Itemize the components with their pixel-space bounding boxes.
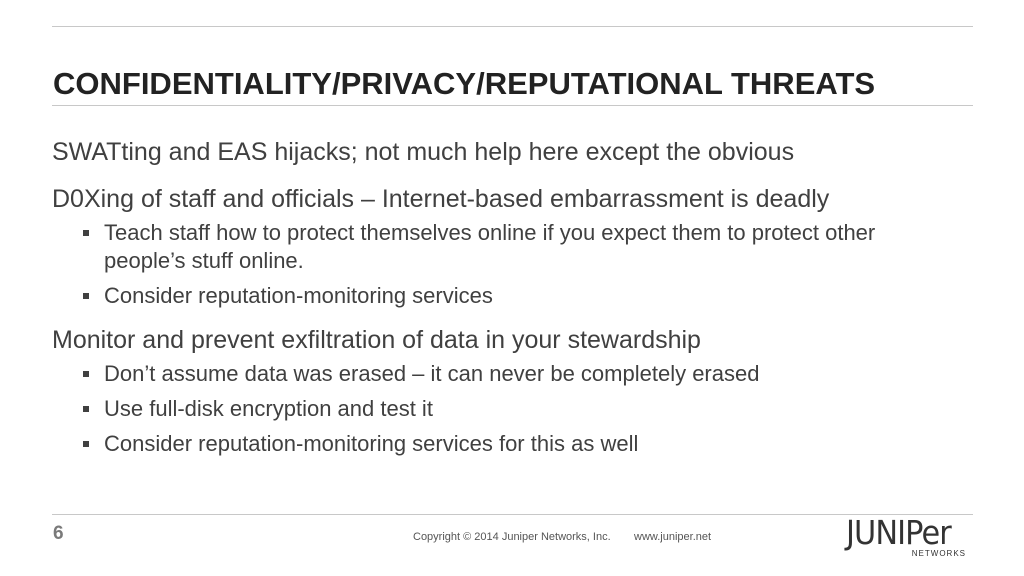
slide-title: CONFIDENTIALITY/PRIVACY/REPUTATIONAL THREATS: [53, 66, 876, 101]
juniper-logo: [846, 513, 974, 560]
title-divider: [52, 105, 973, 106]
exfiltration-subpoints: [52, 360, 952, 458]
list-item: [52, 430, 952, 458]
bullet-icon: [83, 230, 89, 236]
page-number: 6: [53, 523, 64, 544]
subpoint-text: Teach staff how to protect themselves online if you expect them to protect other people’s stuff online.: [104, 220, 876, 273]
slide-body: [52, 135, 952, 458]
bullet-icon: [83, 406, 89, 412]
copyright-text: Copyright © 2014 Juniper Networks, Inc.: [413, 531, 611, 543]
website-link[interactable]: www.juniper.net: [634, 531, 712, 543]
doxing-subpoints: [52, 219, 952, 310]
top-divider: [52, 26, 973, 27]
subpoint-text: Don’t assume data was erased – it can never be completely erased: [104, 361, 760, 386]
subpoint-text: Consider reputation-monitoring services for this as well: [104, 431, 639, 456]
footer-divider: [52, 514, 973, 515]
list-item: [52, 395, 952, 423]
bullet-icon: [83, 293, 89, 299]
bullet-icon: [83, 371, 89, 377]
logo-wordmark: JUNIPer: [846, 513, 951, 552]
subpoint-text: Consider reputation-monitoring services: [104, 283, 493, 308]
bullet-icon: [83, 441, 89, 447]
point-swatting: SWATting and EAS hijacks; not much help here except the obvious: [52, 138, 795, 166]
point-doxing: D0Xing of staff and officials – Internet-based embarrassment is deadly: [52, 185, 830, 213]
subpoint-text: Use full-disk encryption and test it: [104, 396, 433, 421]
logo-subtext: NETWORKS: [911, 549, 966, 558]
list-item: [52, 282, 952, 310]
list-item: [52, 360, 952, 388]
list-item: [52, 219, 952, 275]
point-exfiltration: Monitor and prevent exfiltration of data in your stewardship: [52, 326, 701, 354]
